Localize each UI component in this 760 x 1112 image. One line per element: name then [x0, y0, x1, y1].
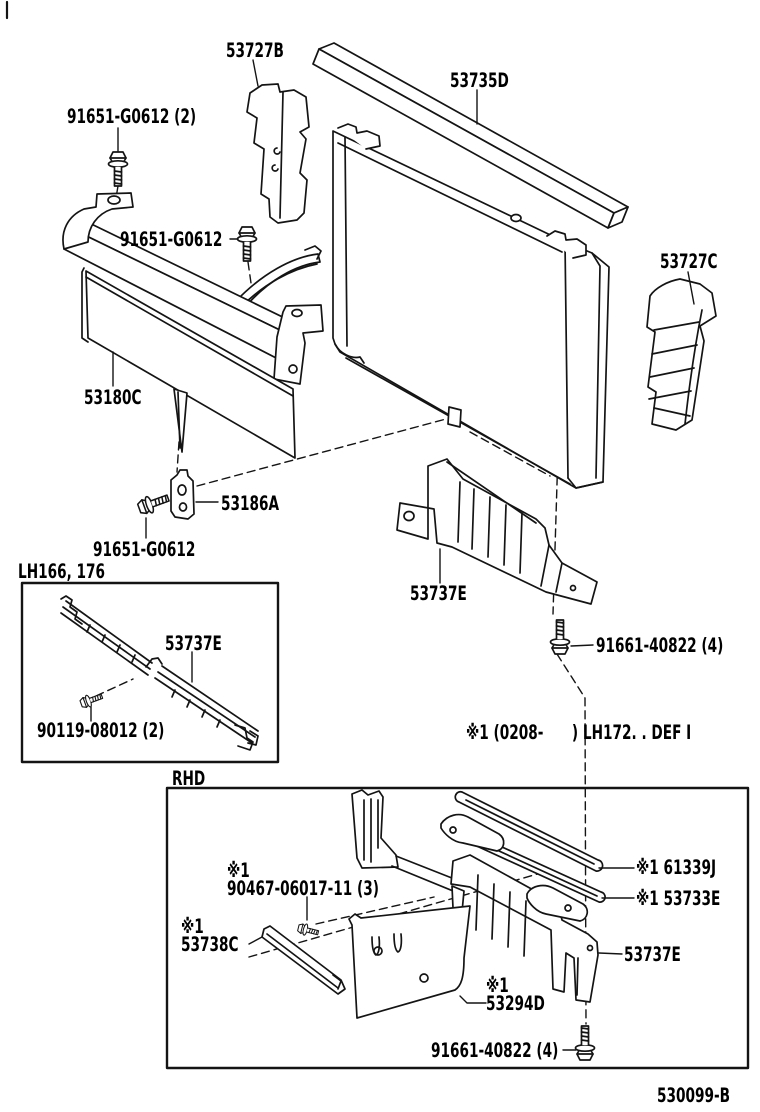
callout-53294d: 53294D	[486, 992, 545, 1015]
bracket-53186a-illustration	[171, 470, 194, 519]
callout-53727b: 53727B	[226, 39, 284, 62]
callout-bolt-91651-a: 91651-G0612	[120, 228, 223, 251]
applicability-note: ※1 (0208- ) LH172. . DEF I	[466, 721, 692, 744]
rhd-assembly-illustration	[262, 790, 605, 1018]
bolt-91651-low-illustration	[136, 490, 171, 517]
callout-bolt-91661-center: 91661-40822 (4)	[596, 634, 724, 657]
callout-61339j: ※1 61339J	[636, 856, 717, 879]
ref-mark-53294d: ※1	[486, 974, 509, 997]
callout-53737e-lh: 53737E	[165, 632, 222, 655]
callout-53733e: ※1 53733E	[636, 887, 721, 910]
callout-bolt-91651-b: 91651-G0612	[93, 538, 196, 561]
bolt-91651-top-illustration	[109, 152, 128, 186]
screw-90467-illustration	[297, 922, 320, 938]
ref-mark-90467: ※1	[227, 859, 250, 882]
callout-53180c: 53180C	[84, 386, 142, 409]
lh-box-title: LH166, 176	[18, 560, 106, 583]
ref-mark-53738c: ※1	[181, 915, 204, 938]
callout-bolt-91651-qty2: 91651-G0612 (2)	[67, 105, 197, 128]
bolt-91661-center-illustration	[551, 620, 570, 654]
callout-53735d: 53735D	[450, 69, 509, 92]
callout-53186a: 53186A	[221, 492, 280, 515]
callout-53727c: 53727C	[660, 250, 718, 273]
callout-53737e-rhd: 53737E	[624, 943, 681, 966]
baffle-53727c-illustration	[647, 279, 716, 430]
callout-53737e-center: 53737E	[410, 582, 467, 605]
callout-bolt-91661-rhd: 91661-40822 (4)	[431, 1039, 559, 1062]
bolt-91651-mid-illustration	[238, 227, 257, 261]
rhd-box-title: RHD	[172, 767, 206, 790]
drawing-number: 530099-B	[657, 1084, 731, 1107]
callout-53738c: 53738C	[181, 933, 239, 956]
bolt-91661-rhd-illustration	[576, 1026, 595, 1060]
callout-bolt-90119: 90119-08012 (2)	[37, 719, 165, 742]
callout-screw-90467: 90467-06017-11 (3)	[227, 877, 380, 900]
baffle-53727b-illustration	[247, 84, 309, 223]
